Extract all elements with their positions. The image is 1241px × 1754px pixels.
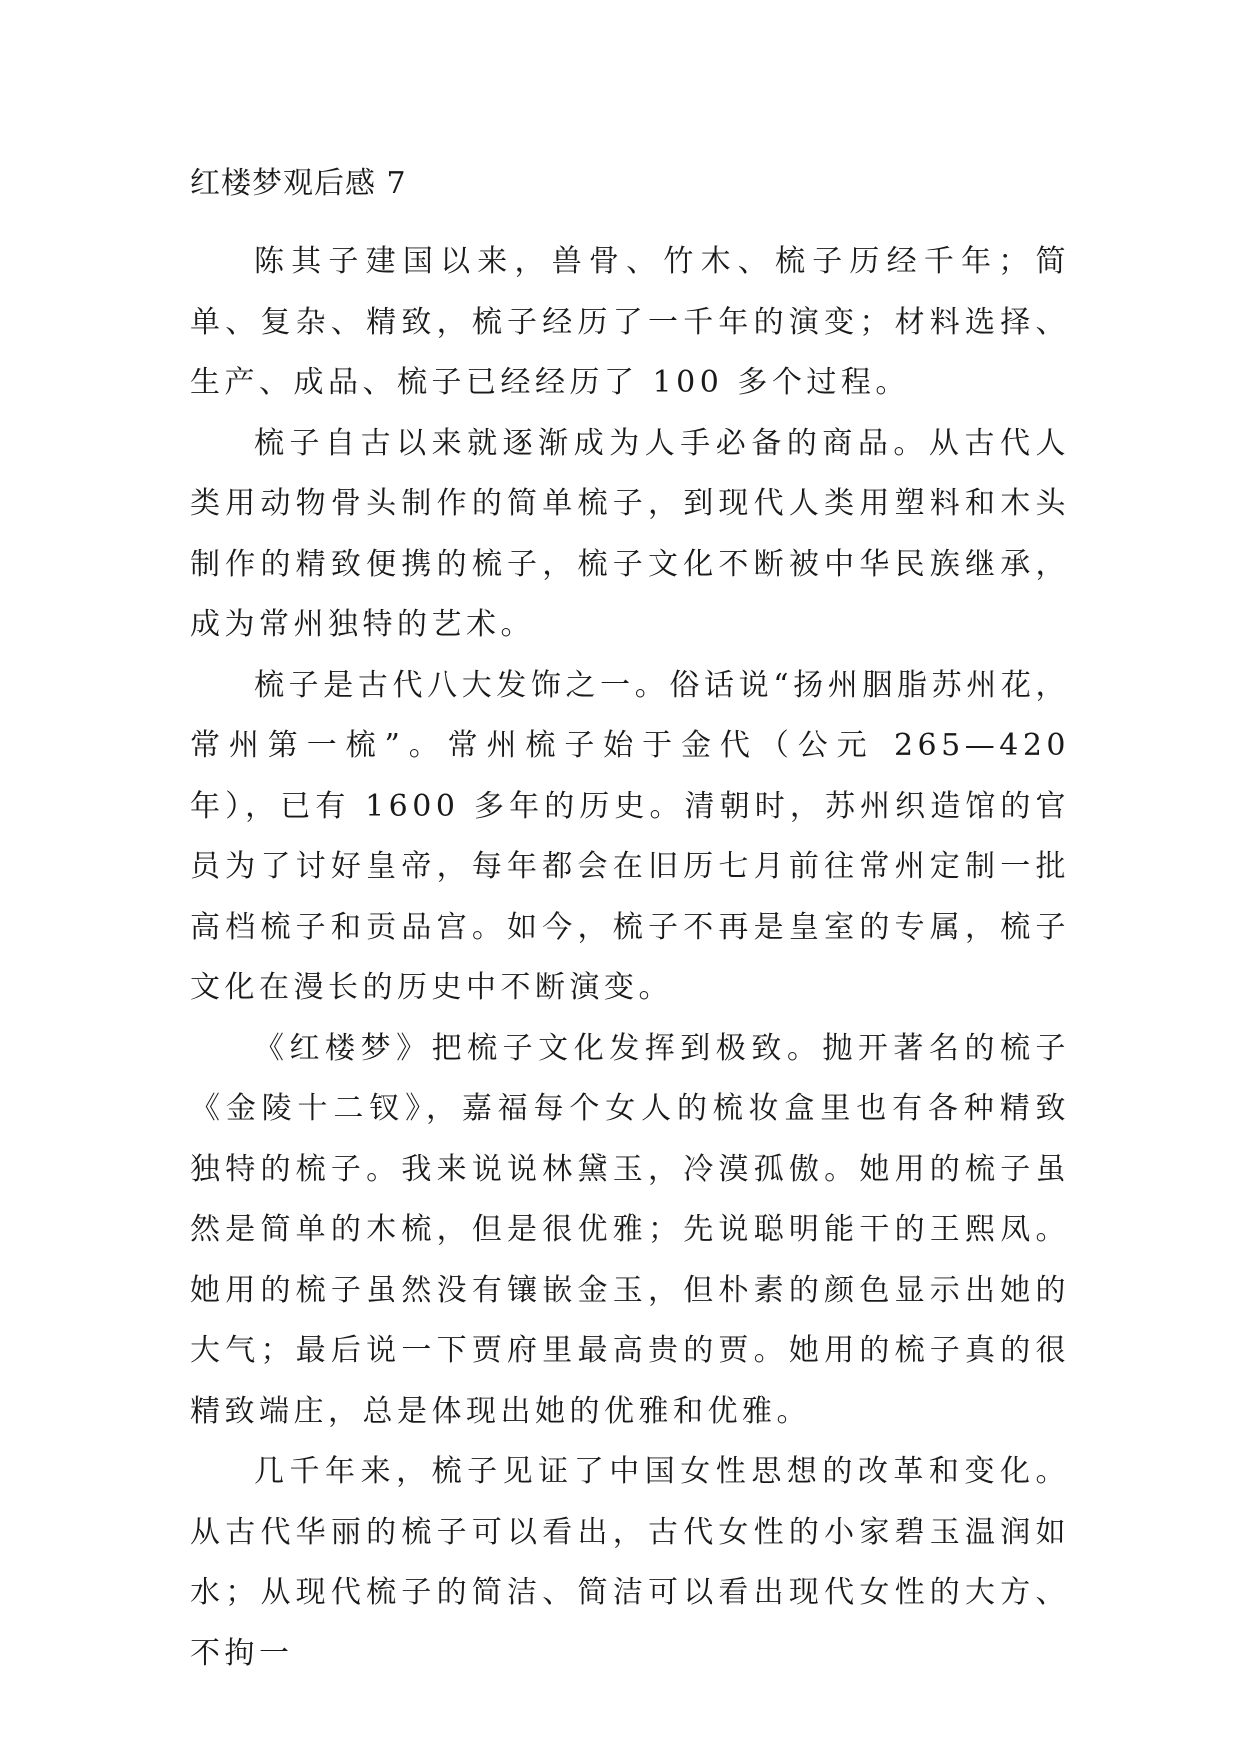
- paragraph-5: 几千年来，梳子见证了中国女性思想的改革和变化。从古代华丽的梳子可以看出，古代女性的小家碧玉温润如水；从现代梳子的简洁、简洁可以看出现代女性的大方、不拘一: [190, 1454, 1070, 1671]
- document-title: 红楼梦观后感 7: [190, 166, 407, 201]
- paragraph-4: 《红楼梦》把梳子文化发挥到极致。抛开著名的梳子《金陵十二钗》，嘉福每个女人的梳妆盒里也有各种精致独特的梳子。我来说说林黛玉，冷漠孤傲。她用的梳子虽然是简单的木梳，但是很优雅；先说聪明能干的王熙凤。她用的梳子虽然没有镶嵌金玉，但朴素的颜色显示出她的大气；最后说一下贾府里最高贵的贾。她用的梳子真的很精致端庄，总是体现出她的优雅和优雅。: [190, 1030, 1070, 1429]
- paragraph-3: 梳子是古代八大发饰之一。俗话说“扬州胭脂苏州花，常州第一梳”。常州梳子始于金代（公元 265—420 年），已有 1600 多年的历史。清朝时，苏州织造馆的官员为了讨好皇帝，每年都会在旧历七月前往常州定制一批高档梳子和贡品宫。如今，梳子不再是皇室的专属，梳子文化在漫长的历史中不断演变。: [190, 667, 1070, 1005]
- paragraph-2: 梳子自古以来就逐渐成为人手必备的商品。从古代人类用动物骨头制作的简单梳子，到现代人类用塑料和木头制作的精致便携的梳子，梳子文化不断被中华民族继承，成为常州独特的艺术。: [190, 425, 1070, 642]
- document-body: [190, 166, 1070, 1684]
- paragraph-1: 陈其子建国以来，兽骨、竹木、梳子历经千年；简单、复杂、精致，梳子经历了一千年的演变；材料选择、生产、成品、梳子已经经历了 100 多个过程。: [190, 244, 1070, 400]
